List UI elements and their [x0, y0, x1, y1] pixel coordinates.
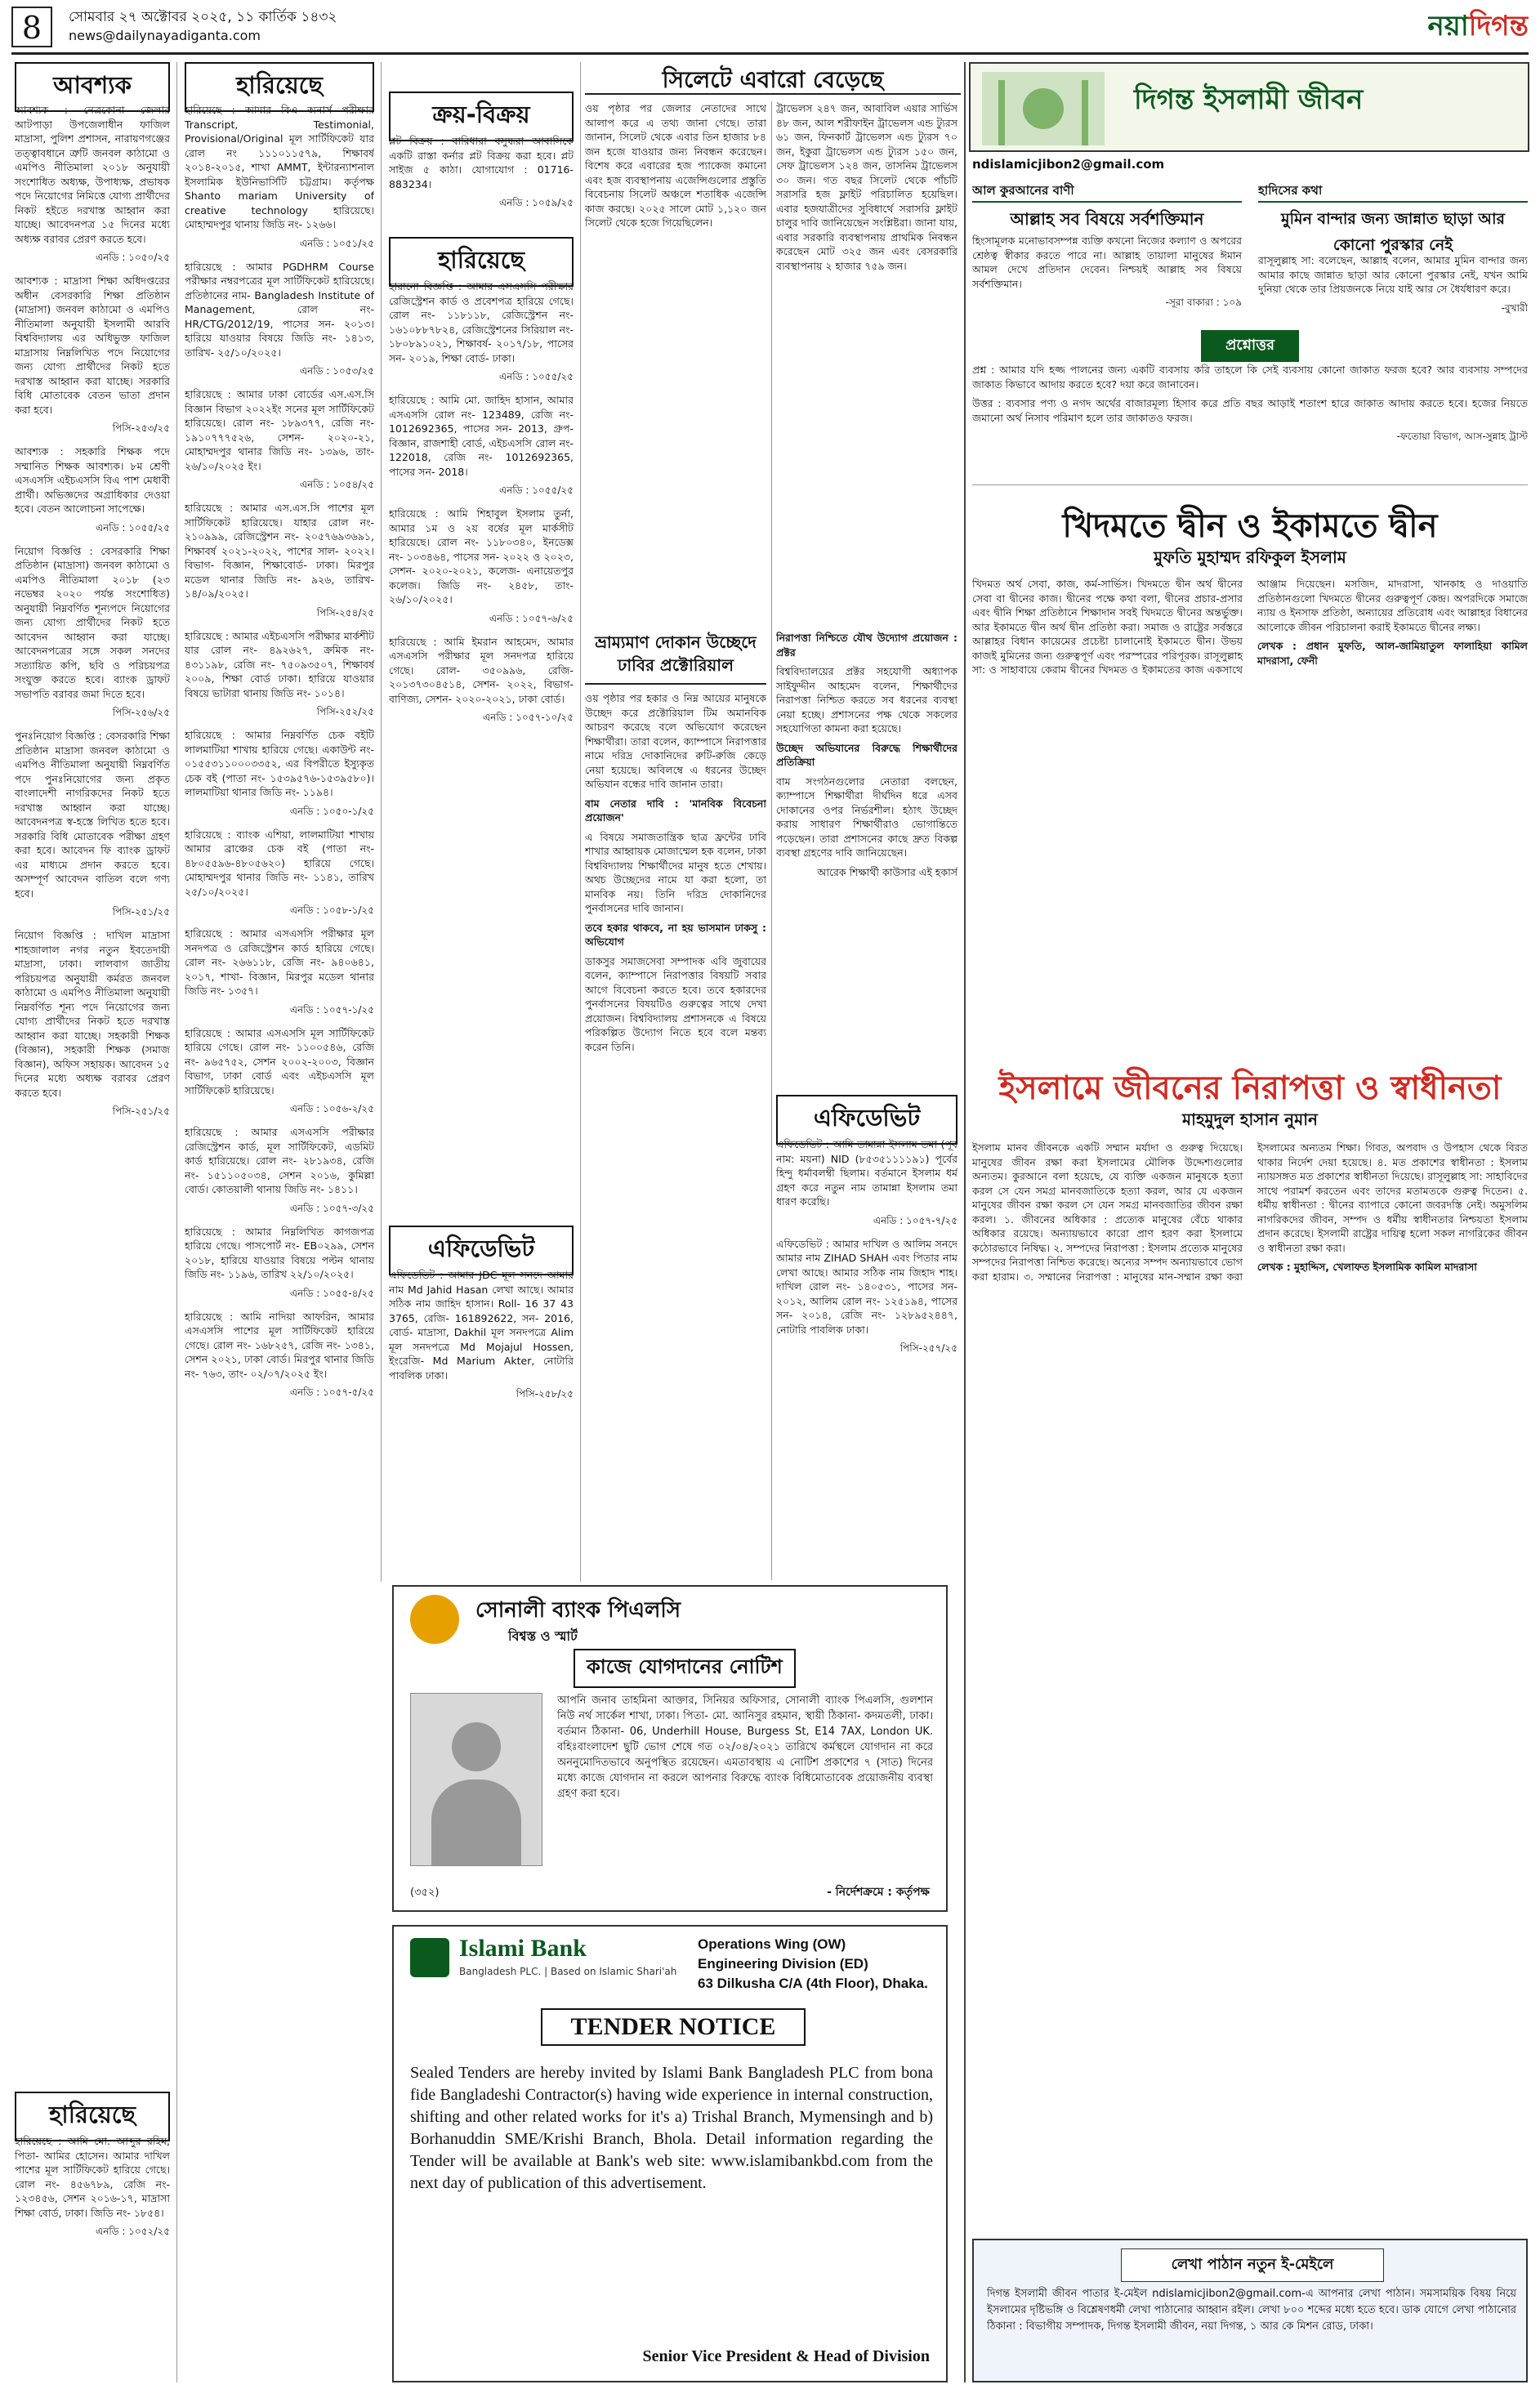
section-affidavit-col5: এফিডেভিট	[776, 1095, 957, 1145]
article1-author: মুফতি মুহাম্মদ রফিকুল ইসলাম	[1154, 547, 1346, 567]
quran-ref: -সূরা বাকারা : ১০৯	[1165, 297, 1242, 308]
c2-item-1: হারিয়েছে : আমার বিএ অনার্স পরীক্ষার Transcript, Testimonial, Provisional/Original মূল সার্টিফিকেট যার রোল নং ১১১০১১৫৭৯, শিক্ষাবর্ষ ২০১৪-২০১৫, শাখা AMMT, ইন্টারন্যাশনাল ইসলামিক ইউনিভার্সিটি চট্টগ্রাম। কর্তৃপক্ষ Shanto mariam University of creative technology হারিয়েছে। মোহাম্মদপুর থানায় জিডি নং- ১২৬৬।	[185, 104, 374, 230]
logo-part-a: নয়া	[1427, 10, 1469, 42]
ad-4-code: পিসি-২৫৬/২৫	[112, 707, 170, 718]
article2-body	[972, 1141, 1528, 2227]
write-to-us-box	[972, 2239, 1528, 2382]
tender-title: TENDER NOTICE	[541, 2008, 806, 2046]
dhabi-sub-4: উচ্ছেদ অভিযানের বিরুদ্ধে শিক্ষার্থীদের প্রতিক্রিয়া	[776, 741, 957, 768]
c2-item-9: হারিয়েছে : আমার এসএসসি মূল সার্টিফিকেট হারিয়ে গেছে। রোল নং- ১১০০৫৪৬, রেজি নং- ৯৬৫৭৫২, সেশন ২০০২-২০০৩, বিজ্ঞান বিভাগ, ঢাকা বোর্ড এবং এইচএসসি মূল সার্টিফিকেট হারিয়েছে।	[185, 1026, 374, 1096]
photo-head	[452, 1722, 501, 1771]
ad-5: পুনঃনিয়োগ বিজ্ঞপ্তি : বেসরকারি শিক্ষা প্রতিষ্ঠান মাদ্রাসা জনবল কাঠামো ও এমপিও নীতিমালা অনুযায়ী নিম্নবর্ণিত পদে পুনঃনিয়োগের জন্য প্রকৃত বাংলাদেশী নাগরিকদের নিকট হতে দরখাস্ত আহ্বান করা যাচ্ছে। আবেদনপত্র স্ব-হস্তে লিখিত হতে হবে। সরকারি বিধি মোতাবেক পরীক্ষা গ্রহণ করা হবে। আবেদন ফি ব্যাংক ড্রাফট এর মাধ্যমে প্রদান করতে হবে। অসম্পূর্ণ আবেদন বাতিল বলে গণ্য হবে।	[15, 730, 170, 900]
sonali-bank-notice	[392, 1585, 948, 1912]
tender-bank-sub: Bangladesh PLC. | Based on Islamic Shari'ah	[459, 1966, 677, 1977]
qa-block	[972, 363, 1528, 485]
hadith-ref: -বুখারী	[1501, 301, 1528, 314]
quran-label: আল কুরআনের বাণী	[972, 183, 1074, 198]
islami-email[interactable]: ndislamicjibon2@gmail.com	[972, 157, 1165, 172]
dhabi-text-2: এ বিষয়ে সমাজতান্ত্রিক ছাত্র ফ্রন্টের ঢাবি শাখার আহ্বায়ক মোজাম্মেল হক বলেন, ঢাকা বিশ্ববিদ্যালয় শিক্ষার্থীদের মানুষ হতে শেখায়। অথচ উচ্ছেদের নামে যা করা হলো, তা মানবিক নয়। তিনি দরিদ্র দোকানিদের পুনর্বাসনের দাবি জানান।	[585, 830, 766, 914]
header-date: সোমবার ২৭ অক্টোবর ২০২৫, ১১ কার্তিক ১৪৩২	[69, 9, 337, 25]
c3-lost-3-code: এনডি : ১০৫৭-৬/২৫	[489, 612, 574, 624]
c2-item-1-code: এনডি : ১০৫১/২৫	[299, 237, 374, 249]
sylhet-text-cont: ট্রাভেলস ২৪৭ জন, আবাবিল এয়ার সার্ভিস ৪৮ জন, আল শরীফাইন ট্রাভেলস এন্ড ট্যুরস ৬১ জন, ফিনকার্ট ট্রাভেলস এন্ড ট্যুরস ৭০ জন, ইকুরা ট্রাভেলস এন্ড ট্যুরস ১৫০ জন, সেফ ট্রাভেলস ১২৪ জন, তাসনিম ট্রাভেলস ৩০ জন। গত বছর সিলেট থেকে পাঁচটি সরাসরি হজ ফ্লাইট পরিচালিত হয়েছিল। এবার হজযাত্রীদের সুবিধার্থে সরাসরি ফ্লাইট চালুর দাবি জানিয়েছেন সংশ্লিষ্টরা। জানা যায়, এবার সরকারি ব্যবস্থাপনায় প্রাথমিক নিবন্ধন করেছেন মোট ৩২৫ জন এবং বেসরকারি ব্যবস্থাপনায় ২ হাজার ৭৫৯ জন।	[776, 102, 957, 272]
c2-item-9-code: এনডি : ১০৫৬-২/২৫	[289, 1103, 374, 1114]
header-email[interactable]: news@dailynayadiganta.com	[69, 28, 261, 43]
qa-answer: উত্তর : ব্যবসার পণ্য ও নগদ অর্থের বাজারমূল্য হিসাব করে প্রতি বছর আড়াই শতাংশ হারে জাকাত আদায় করতে হবে। হজের নিয়তে জমানো অর্থ নিসাব পরিমাণ হলে তার জাকাতও ফরজ।	[972, 397, 1528, 424]
headline-dhabi: ভ্রাম্যমাণ দোকান উচ্ছেদে ঢাবির প্রক্টোরিয়াল	[585, 631, 766, 685]
column-1	[15, 103, 170, 1941]
islami-bank-logo	[410, 1938, 449, 1977]
c3-lost-2-code: এনডি : ১০৫৫/২৫	[498, 485, 574, 496]
hadith-head: মুমিন বান্দার জন্য জান্নাত ছাড়া আর কোনো পুরস্কার নেই	[1281, 210, 1505, 254]
minaret-right	[1082, 80, 1088, 145]
lost-1-code: এনডি : ১০৫২/২৫	[95, 2226, 170, 2237]
c2-item-4-code: পিসি-২৫৪/২৫	[316, 606, 374, 618]
quran-text: হিংসামূলক মনোভাবসম্পন্ন ব্যক্তি কখনো নিজের কল্যাণ ও অপরের শ্রেষ্ঠত্ব স্বীকার করতে পারে না। আল্লাহ তায়ালা মানুষের ঈমান আমল দেখে প্রতিদান দেবেন। নিশ্চয়ই আল্লাহ সব বিষয়ে সর্বশক্তিমান।	[972, 234, 1242, 290]
c5-affidavit-2-code: পিসি-২৫৭/২৫	[899, 1342, 957, 1354]
sylhet-text: ওয় পৃষ্ঠার পর জেলার নেতাদের সাথে আলাপ করে এ তথ্য জানা গেছে। তারা জানান, সিলেট থেকে এবার তিন হাজার ৮৪ জন হজে যাওয়ার জন্য নিবন্ধন করেছেন। বিশেষ করে এবারের হজ প্যাকেজ কমানো এবং হজ ব্যবস্থাপনায় এজেন্সিগুলোর প্রস্তুতি বিবেচনায় সিলেট অঞ্চলে শতাধিক এজেন্সি কাজ করছে। ২০২৫ সালে মোট ১,১২০ জন সিলেট থেকে হজে গিয়েছিলেন।	[585, 102, 766, 229]
qa-ref: -ফতোয়া বিভাগ, আস-সুন্নাহ ট্রাস্ট	[1396, 431, 1528, 442]
c2-item-8: হারিয়েছে : আমার এসএসসি পরীক্ষার মূল সনদপত্র ও রেজিস্ট্রেশন কার্ড হারিয়ে গেছে। রোল নং- ২৬৬১১৮, রেজি নং- ৯৪০৬৪১, ২০১৭, শাখা- বিজ্ঞান, মিরপুর মডেল থানার জিডি নং- ১৩৫৭।	[185, 927, 374, 997]
c2-item-10-code: এনডি : ১০৫৭-৩/২৫	[289, 1202, 374, 1214]
c5-affidavit-1: এফিডেভিট : আমি তামান্না ইসলাম তমা (পূর্ব নাম: ময়না) NID (৮৫৩৫১১১১৯১) পূর্বের হিন্দু ধর্মাবলম্বী ছিলাম। বর্তমানে ইসলাম ধর্ম গ্রহণ করে নতুন নাম তামান্না ইসলাম তমা ধারণ করেছি।	[776, 1138, 957, 1208]
header-rule	[11, 52, 1529, 55]
ad-5-code: পিসি-২৫১/২৫	[112, 906, 170, 918]
article2-text: ইসলাম মানব জীবনকে একটি সম্মান মর্যাদা ও গুরুত্ব দিয়েছে। মানুষের জীবন রক্ষা করা ইসলামের মৌলিক উদ্দেশ্যগুলোর অন্যতম। কুরআনে বলা হয়েছে, যে ব্যক্তি একজন মানুষকে হত্যা করল সে যেন সমগ্র মানবজাতিকে হত্যা করল, আর যে একজন মানুষের জীবন রক্ষা করল সে যেন সমগ্র মানবজাতির জীবন রক্ষা করল। ১. জীবনের অধিকার : প্রত্যেক মানুষের বেঁচে থাকার অধিকার রয়েছে। অন্যায়ভাবে কারো প্রাণ হরণ করা ইসলামে কঠোরভাবে নিষিদ্ধ। ২. সম্পদের নিরাপত্তা : ইসলাম প্রত্যেক মানুষের সম্পদের নিরাপত্তা নিশ্চিত করেছে। অন্যের সম্পদ অন্যায়ভাবে ভোগ করা হারাম। ৩. সম্মানের নিরাপত্তা : মানুষের মান-সম্মান রক্ষা করা ইসলামের অন্যতম শিক্ষা। গিবত, অপবাদ ও উপহাস থেকে বিরত থাকার নির্দেশ দেয়া হয়েছে। ৪. মত প্রকাশের স্বাধীনতা : ইসলাম ন্যায়সঙ্গত মত প্রকাশের স্বাধীনতা দিয়েছে। রাসূলুল্লাহ সা: সাহাবিদের সাথে পরামর্শ করতেন এবং তাদের মতামতকে গুরুত্ব দিতেন। ৫. ধর্মীয় স্বাধীনতা : দ্বীনের ব্যাপারে কোনো জবরদস্তি নেই। অমুসলিম নাগরিকদের জীবন, সম্পদ ও ধর্মীয় স্বাধীনতার নিশ্চয়তা ইসলাম প্রদান করেছে। ইসলামী রাষ্ট্রের দায়িত্ব হলো সকল নাগরিকের জীবন ও স্বাধীনতা রক্ষা করা।	[972, 1141, 1528, 1283]
article2-author: মাহমুদুল হাসান নুমান	[1182, 1110, 1318, 1129]
sale-ad: প্লট বিক্রয় : বারিধারা বসুন্ধরা আবাসিকে একটি রাস্তা কর্নার প্লট বিক্রয় করা হবে। প্লট সাইজ ৫ কাঠা। যোগাযোগ : 01716-883234।	[389, 135, 574, 190]
sonali-subtitle: বিশ্বস্ত ও স্মার্ট	[508, 1628, 578, 1644]
section-aboshyok: আবশ্যক	[15, 62, 170, 112]
tender-signer: Senior Vice President & Head of Division	[642, 2347, 930, 2365]
section-hariyeche-col2: হারিয়েছে	[185, 62, 374, 112]
article2-author-note: লেখক : মুহাদ্দিস, খেলাফত ইসলামিক কামিল মাদরাসা	[1257, 1261, 1477, 1273]
ad-3: আবশ্যক : সহকারি শিক্ষক পদে সম্মানিত শিক্ষক আবশ্যক। ৮ম শ্রেণী এসএসসি এইচএসসি বিএ পাশ মেধাবী প্রার্থী। অভিজ্ঞদের অগ্রাধিকার দেওয়া হবে। বেতন আলোচনা সাপেক্ষে।	[15, 445, 170, 515]
quran-label-bar	[972, 181, 1242, 203]
tender-bank-name: Islami Bank	[459, 1935, 587, 1962]
employee-photo	[410, 1693, 542, 1866]
photo-body	[431, 1780, 521, 1865]
c2-item-7-code: এনডি : ১০৫৮-১/২৫	[289, 904, 374, 916]
mosque-graphic	[982, 72, 1105, 145]
sonali-title: সোনালী ব্যাংক পিএলসি	[475, 1598, 681, 1623]
newspaper-logo	[1428, 5, 1529, 51]
column-3-sale	[389, 134, 574, 224]
section-affidavit-col3: এফিডেভিট	[389, 1226, 574, 1275]
tender-address: 63 Dilkusha C/A (4th Floor), Dhaka.	[698, 1976, 928, 1991]
ad-4: নিয়োগ বিজ্ঞপ্তি : বেসরকারি শিক্ষা প্রতিষ্ঠান (মাদ্রাসা) জনবল কাঠামো ও এমপিও নীতিমালা ২০১৮ (২৩ নভেম্বর ২০২০ পর্যন্ত সংশোধিত) অনুযায়ী নিম্নবর্ণিত শূন্যপদে নিয়োগের জন্য যোগ্য প্রার্থীদের নিকট হতে আবেদন আহ্বান করা যাচ্ছে। আবেদনপত্রের সঙ্গে সকল সনদের সত্যায়িত কপি, ছবি ও পরিচয়পত্র সংযুক্ত করতে হবে। ব্যাংক ড্রাফট সভাপতি বরাবর জমা দিতে হবে।	[15, 544, 170, 700]
section-kroy-bikroy: ক্রয়-বিক্রয়	[389, 92, 574, 141]
tender-wing: Operations Wing (OW)	[698, 1936, 846, 1952]
article1-body	[972, 577, 1528, 1026]
dhabi-sub-3: নিরাপত্তা নিশ্চিতে যৌথ উদ্যোগ প্রয়োজন : প্রক্টর	[776, 632, 957, 659]
c2-item-7: হারিয়েছে : ব্যাংক এশিয়া, লালমাটিয়া শাখায় আমার ব্রাঞ্চের চেক বই (পাতা নং- ৪৮০৫৫৯৬-৪৮০৫৬২০) হারিয়ে গেছে। মোহাম্মদপুর থানার জিডি নং- ১১৪১, তারিখ ২৫/১০/২০২৫।	[185, 828, 374, 898]
c2-item-11: হারিয়েছে : আমার নিম্নলিখিত কাগজপত্র হারিয়ে গেছে। পাসপোর্ট নং- EB০২৯৯, সেশন ২০১৮, হারিয়ে যাওয়ার বিষয়ে পল্টন থানায় জিডি নং- ১১৯৬, তারিখ ২২/১০/২০২৫।	[185, 1225, 374, 1280]
tender-notice	[392, 1925, 948, 2382]
lost-1: হারিয়েছে : আমি মো. আব্দুর রহিম, পিতা- আমির হোসেন। আমার দাখিল পাশের মূল সার্টিফিকেট হারিয়ে গেছে। রোল নং- ৪৫৬৭৮৯, রেজি নং- ১২৩৪৫৬, সেশন ২০১৬-১৭, মাদ্রাসা শিক্ষা বোর্ড, ঢাকা। জিডি নং- ১৮৫৪।	[15, 2135, 170, 2219]
sonali-footer: - নির্দেশক্রমে : কর্তৃপক্ষ	[827, 1886, 930, 1899]
c2-item-5: হারিয়েছে : আমার এইচএসসি পরীক্ষার মার্কশীট যার রোল নং- ৪৯২৬২৭, ক্রমিক নং- ৪৩১১৯৮, রেজি নং- ৭৫০৯৩৫০৭, শিক্ষাবর্ষ ২০০৯, শিক্ষা বোর্ড ঢাকা। হারিয়ে যাওয়ার বিষয়ে ভাটারা থানায় জিডি নং- ১০১৪।	[185, 629, 374, 699]
page-number: 8	[11, 7, 52, 47]
hadith-label-bar	[1258, 181, 1528, 203]
c3-lost-3: হারিয়েছে : আমি শিহাবুল ইসলাম তুর্না, আমার ১ম ও ২য় বর্ষের মূল মার্কসীট হারিয়েছে। রোল নং- ১১৮০৩৪০, ইনডেক্স নং- ১০৩৪৬৪, পাসের সন- ২০২২ ও ২০২৩, সেশন- ২০২০-২০২১, কলেজ- এনায়েতপুর কলেজ। জিডি নং- ২৪৫৮, তাং- ২৬/১০/২০২৫।	[389, 507, 574, 605]
column-5-dhabi	[776, 631, 957, 1088]
tender-body: Sealed Tenders are hereby invited by Islami Bank Bangladesh PLC from bona fide Bangladeshi Contractor(s) having wide experience in internal construction, shifting and other related works for it's a) Trishal Branch, Mymensingh and b) Borhanuddin SME/Krishi Branch, Bhola. Detail information regarding the Tender will be available at Bank's web site: www.islamibankbd.com from the next day of publication of this advertisement.	[410, 2064, 933, 2192]
islami-jibon-title: দিগন্ত ইসলামী জীবন	[1134, 83, 1364, 116]
c3-affidavit-1: এফিডেভিট : আমার JDC মূল সনদে আমার নাম Md Jahid Hasan লেখা আছে। আমার সঠিক নাম জাহিদ হাসান। Roll- 16 37 43 3765, রেজি- 161892622, সন- 2016, বোর্ড- মাদ্রাসা, Dakhil মূল সনদপত্রে Alim মূল সনদপত্রে Md Mojajul Hossen, ইংরেজি- Md Marium Akter, নোটারি পাবলিক ঢাকা।	[389, 1269, 574, 1382]
dhabi-text-3: ডাকসুর সমাজসেবা সম্পাদক এবি জুবায়ের বলেন, ক্যাম্পাসে নিরাপত্তার বিষয়টি সবার আগে বিবেচনা করতে হবে। তবে হকারদের পুনর্বাসনের বিষয়টিও গুরুত্বের সাথে দেখা প্রয়োজন। বিশ্ববিদ্যালয় প্রশাসনকে এ বিষয়ে পরিকল্পিত উদ্যোগ নিতে হবে বলে মন্তব্য করেন তিনি।	[585, 954, 766, 1053]
c3-lost-1: হারানো বিজ্ঞপ্তি : আমার এসএসসি পরীক্ষার রেজিস্ট্রেশন কার্ড ও প্রবেশপত্র হারিয়ে গেছে। রোল নং- ১১৮১১৮, রেজিস্ট্রেশন নং- ১৬১০৮৮৭৮২৪, রেজিস্ট্রেশনের সিরিয়াল নং- ১৮০৮৯১০২১, শিক্ষাবর্ষ- ২০১৭/১৮, পাসের সন- ২০১৯, শিক্ষা বোর্ড- ঢাকা।	[389, 280, 574, 364]
c2-item-2-code: এনডি : ১০৫৩/২৫	[299, 365, 374, 377]
c2-item-10: হারিয়েছে : আমার এসএসসি পরীক্ষার রেজিস্ট্রেশন কার্ড, মূল সার্টিফিকেট, এডমিট কার্ড হারিয়েছে। রোল নং- ২৮১৯৩৪, রেজি নং- ১৫১১০৫০৩৪, সেশন ২০১৬, কুমিল্লা বোর্ড। কোতয়ালী থানায় জিডি নং- ১৪১১।	[185, 1126, 374, 1195]
sonali-bank-logo	[410, 1595, 459, 1644]
ad-3-code: এনডি : ১০৫৫/২৫	[95, 521, 170, 534]
sonali-code: (৩৫২)	[410, 1887, 440, 1899]
ad-6-code: পিসি-২৫১/২৫	[112, 1105, 170, 1117]
c2-item-4: হারিয়েছে : আমার এস.এস.সি পাশের মূল সার্টিফিকেট হারিয়েছে। যাহার রোল নং- ২১০৯৯৯, রেজিস্ট্রেশন নং- ২০৫৭৬৯৩৬৯১, শিক্ষাবর্ষ ২০২১-২০২২, পাশের সাল- ২০২২। বিভাগ- বিজ্ঞান, শিক্ষাবোর্ড- ঢাকা। মিরপুর মডেল থানার জিডি নং- ৯২৬, তারিখ- ১৪/০৯/২০২৫।	[185, 502, 374, 600]
divider-col4	[771, 101, 772, 1580]
divider-col1	[176, 62, 177, 2382]
dhabi-text: ওয় পৃষ্ঠার পর হকার ও নিম্ন আয়ের মানুষকে উচ্ছেদ করে প্রক্টোরিয়াল টিম অমানবিক আচরণ করেছে বলে অভিযোগ করেছেন শিক্ষার্থীরা। তারা বলেন, ক্যাম্পাসে নিরাপত্তার নামে দরিদ্র দোকানিদের রুটি-রুজি কেড়ে নেয়া হয়েছে। অবিলম্বে এ ধরনের উচ্ছেদ অভিযান বন্ধের দাবি জানান তারা।	[585, 692, 766, 790]
headline-sylhet: সিলেটে এবারো বেড়েছে	[585, 62, 961, 95]
section-hariyeche-col1: হারিয়েছে	[15, 2092, 170, 2141]
hadith-block	[1258, 253, 1528, 327]
section-hariyeche-col3: হারিয়েছে	[389, 237, 574, 287]
islami-jibon-band	[969, 62, 1529, 152]
ad-2: আবশ্যক : মাদ্রাসা শিক্ষা অধিদপ্তরের অধীন বেসরকারি শিক্ষা প্রতিষ্ঠান (মাদ্রাসা) জনবল কাঠামো ও এমপিও নীতিমালা অনুযায়ী ইসলামী আরবি বিশ্ববিদ্যালয় এর অধিভুক্ত ফাজিল মাদ্রাসায় নিম্নলিখিত পদে নিয়োগের জন্য যোগ্য প্রার্থীদের নিকট হতে দরখাস্ত আহ্বান করা যাচ্ছে। সরকারি বিধি মোতাবেক বেতন ভাতা প্রদান করা হবে।	[15, 275, 170, 416]
column-4-top	[585, 101, 766, 624]
c5-affidavit-2: এফিডেভিট : আমার দাখিল ও আলিম সনদে আমার নাম ZIHAD SHAH এবং পিতার নাম লেখা আছে। আমার সঠিক নাম জিহাদ শাহ। দাখিল রোল নং- ১৪০৫৩১, পাসের সন- ২০১২, আলিম রোল নং- ১২৫১৯৪, পাসের সন- ২০১৪, রেজি নং- ১২৮৯৫২৪৪৭, নোটারি পাবলিক ঢাকা।	[776, 1237, 957, 1336]
ad-6: নিয়োগ বিজ্ঞপ্তি : দাখিল মাদ্রাসা শাহজালাল নগর নতুন ইবতেদায়ী মাদ্রাসা, ঢাকা। লালবাগ জাতীয় পরিচয়পত্র অনুযায়ী কর্মরত জনবল কাঠামো ও এমপিও নীতিমালা অনুযায়ী নিম্নবর্ণিত শূন্য পদে নিয়োগের জন্য যোগ্য প্রার্থীদের নিকট হতে দরখাস্ত আহ্বান করা যাচ্ছে। সহকারী শিক্ষক (বিজ্ঞান), সহকারী শিক্ষক (সমাজ বিজ্ঞান), অফিস সহায়ক। আবেদন ১৫ দিনের মধ্যে অধ্যক্ষ বরাবর প্রেরণ করতে হবে।	[15, 929, 170, 1099]
c2-item-2: হারিয়েছে : আমার PGDHRM Course পরীক্ষার নম্বরপত্রের মূল সার্টিফিকেট হারিয়েছে। প্রতিষ্ঠানের নাম- Bangladesh Institute of Management, রোল নং- HR/CTG/2012/19, পাসের সন- ২০১৩। হারিয়ে যাওয়ার বিষয়ে জিডি নং- ১৪১৩, তারিখ- ২৫/১০/২০২৫।	[185, 260, 374, 359]
divider-col3	[580, 62, 581, 1582]
c3-lost-4: হারিয়েছে : আমি ইমরান আহমেদ, আমার এসএসসি পরীক্ষার মূল সনদপত্র হারিয়ে গেছে। রোল- ৩৫০৯৯৬, রেজি- ২০১৩৭৩০৪৫১৪, সেশন- ২০২২, বিভাগ- বাণিজ্য, সেশন- ২০২০-২০২১, ঢাকা বোর্ড।	[389, 635, 574, 705]
dhabi-sub-2: তবে হকার থাকবে, না হয় ভাসমান ঢাকসু : অভিযোগ	[585, 921, 766, 948]
logo-part-b: দিগন্ত	[1468, 10, 1529, 42]
sonali-notice-title: কাজে যোগদানের নোটিশ	[574, 1649, 796, 1688]
dhabi-text-4: বিশ্ববিদ্যালয়ের প্রক্টর সহযোগী অধ্যাপক সাইফুদ্দীন আহমেদ বলেন, শিক্ষার্থীদের নিরাপত্তা নিশ্চিত করতে সব ধরনের ব্যবস্থা নেয়া হচ্ছে। প্রশাসনের পক্ষ থেকে সকলের সহযোগিতা কামনা করা হয়েছে।	[776, 665, 957, 735]
tender-division: Engineering Division (ED)	[698, 1956, 868, 1972]
article1-text: খিদমত অর্থ সেবা, কাজ, কর্ম-সার্ভিস। খিদমতে দ্বীন অর্থ দ্বীনের সেবা বা দ্বীনের কাজ। দ্বীনের পক্ষে কথা বলা, দ্বীনের প্রচার-প্রসার এবং দ্বীনি শিক্ষা প্রতিষ্ঠানে শিক্ষাদান সবই খিদমতে দ্বীনের অন্তর্ভুক্ত। আর ইকামতে দ্বীন অর্থ দ্বীন প্রতিষ্ঠা করা। সমাজ ও রাষ্ট্রের সর্বস্তরে আল্লাহর বিধান কায়েমের প্রচেষ্টা চালানোই ইকামতে দ্বীন। উভয় কাজই মুমিনের জন্য গুরুত্বপূর্ণ এবং পরস্পরের পরিপূরক। রাসূলুল্লাহ সা: ও সাহাবায়ে কেরাম দ্বীনের খিদমত ও ইকামতের কাজ একসাথে আঞ্জাম দিয়েছেন। মসজিদ, মাদরাসা, খানকাহ ও দাওয়াতি প্রতিষ্ঠানগুলো খিদমতে দ্বীনের গুরুত্বপূর্ণ কেন্দ্র। অপরদিকে সমাজে ন্যায় ও ইনসাফ প্রতিষ্ঠা, অন্যায়ের প্রতিরোধ এবং আল্লাহর বিধানের আলোকে জীবন পরিচালনা করাই ইকামতে দ্বীনের লক্ষ্য।	[972, 578, 1528, 676]
c2-item-6-code: এনডি : ১০৫০-১/২৫	[289, 805, 374, 817]
ad-2-code: পিসি-২৫৩/২৫	[112, 422, 170, 434]
ad-1: আবশ্যক : নেত্রকোনা জেলার আটপাড়া উপজেলাধীন ফাজিল মাদ্রাসা, পুলিশ প্রশাসন, নারায়ণগঞ্জের তত্ত্বাবধানে ত্রুটি জনবল কাঠামো ও এমপিও নীতিমালা ২০১৮ অনুযায়ী সংশোধিত অধ্যক্ষ, উপাধ্যক্ষ, প্রভাষক পদে নিয়োগের নিমিত্তে যোগ্য প্রার্থীদের নিকট হইতে দরখাস্ত আহ্বান করা যাচ্ছে। আবেদনপত্র ১৫ দিনের মধ্যে অধ্যক্ষ বরাবর প্রেরণ করতে হবে।	[15, 104, 170, 245]
c2-item-6: হারিয়েছে : আমার নিম্নবর্ণিত চেক বইটি লালমাটিয়া শাখায় হারিয়ে গেছে। একাউন্ট নং- ০১৫৫৩১১০০০৩৩৫২, এর বিপরীতে ইস্যুকৃত চেক বই (পাতা নং- ১৫৩৯৫৭৬-১৫৩৯৫৮০)। লালমাটিয়া থানার জিডি নং- ১১৯৪।	[185, 729, 374, 798]
quran-block	[972, 234, 1242, 324]
c2-item-12: হারিয়েছে : আমি নাদিয়া আফরিন, আমার এসএসসি পাশের মূল সার্টিফিকেট হারিয়ে গেছে। রোল নং- ১৬৮২৫৭, রেজি নং- ১৩৪১, সেশন ২০২১, ঢাকা বোর্ড। মিরপুর থানার জিডি নং- ৭৬৩, তাং- ০২/০৭/২০২৫ ইং।	[185, 1310, 374, 1380]
c3-affidavit-1-code: পিসি-২৫৮/২৫	[516, 1388, 574, 1400]
c2-item-5-code: পিসি-২৫২/২৫	[316, 706, 374, 717]
column-4-dhabi	[585, 691, 766, 1574]
hadith-label: হাদিসের কথা	[1258, 183, 1323, 198]
column-3-affidavit	[389, 1268, 574, 1570]
article1-author-note: লেখক : প্রধান মুফতি, আল-জামিয়াতুল ফালাহিয়া কামিল মাদরাসা, ফেনী	[1257, 640, 1528, 667]
column-5-affidavit	[776, 1137, 957, 1579]
sonali-body: আপনি জনাব তাহমিনা আক্তার, সিনিয়র অফিসার, সোনালী ব্যাংক পিএলসি, গুলশান নিউ নর্থ সার্কেল শাখা, ঢাকা। পিতা- মো. আনিসুর রহমান, স্থায়ী ঠিকানা- কদমতলী, ঢাকা। বর্তমান ঠিকানা- 06, Underhill House, Burgess St, E14 7AX, London UK. বহিঃবাংলাদেশ ছুটি ভোগ শেষে গত ০২/০৪/২০২১ তারিখে কর্মস্থলে যোগদান না করে অননুমোদিতভাবে অনুপস্থিত রয়েছেন। এমতাবস্থায় এ নোটিশ প্রকাশের ৭ (সাত) দিনের মধ্যে কাজে যোগদান না করলে আপনার বিরুদ্ধে ব্যাংক বিধিমোতাবেক প্রয়োজনীয় ব্যবস্থা গ্রহণ করা হবে।	[557, 1695, 933, 1800]
c2-item-3-code: এনডি : ১০৫৪/২৫	[299, 479, 374, 490]
write-title: লেখা পাঠান নতুন ই-মেইলে	[1121, 2248, 1384, 2282]
minaret-left	[998, 80, 1005, 145]
dhabi-text-5: বাম সংগঠনগুলোর নেতারা বলছেন, ক্যাম্পাসে শিক্ষার্থীরা দীর্ঘদিন ধরে এসব দোকানের ওপর নির্ভরশীল। হঠাৎ উচ্ছেদ করায় সাধারণ শিক্ষার্থীরাও ভোগান্তিতে পড়েছেন। তারা প্রশাসনের কাছে দ্রুত বিকল্প ব্যবস্থা গ্রহণের দাবি জানিয়েছেন।	[776, 775, 957, 859]
article2-head: ইসলামে জীবনের নিরাপত্তা ও স্বাধীনতা	[998, 1069, 1502, 1107]
c2-item-12-code: এনডি : ১০৫৭-৫/২৫	[289, 1387, 374, 1398]
c3-lost-4-code: এনডি : ১০৫৭-১০/২৫	[483, 712, 574, 723]
quran-head: আল্লাহ সব বিষয়ে সর্বশক্তিমান	[1010, 209, 1204, 229]
ad-1-code: এনডি : ১০৫০/২৫	[95, 252, 170, 263]
column-3-lost	[389, 279, 574, 1154]
divider-col2	[381, 62, 382, 1582]
article1-head: খিদমতে দ্বীন ও ইকামতে দ্বীন	[1062, 507, 1438, 545]
c2-item-11-code: এনডি : ১০৫৫-৪/২৫	[289, 1287, 374, 1299]
c2-item-8-code: এনডি : ১০৫৭-১/২৫	[289, 1003, 374, 1016]
c2-item-3: হারিয়েছে : আমার ঢাকা বোর্ডের এস.এস.সি বিজ্ঞান বিভাগ ২০২২ইং সনের মূল সার্টিফিকেট হারিয়েছে। রোল নং- ১৮৯৩৭৭, রেজি নং- ১৯১০৭৭৭৫২৬, সেশন- ২০২০-২১, মোহাম্মদপুর থানার জিডি নং- ১৩৯৬, তাং- ২৬/১০/২০২৫ ইং।	[185, 388, 374, 472]
dhabi-tail: আরেক শিক্ষার্থী কাউসার এই হকার্স	[817, 865, 957, 878]
column-1-lost	[15, 2134, 170, 2379]
divider-islami	[964, 62, 966, 2382]
sale-ad-code: এনডি : ১০৫৯/২৫	[498, 197, 574, 208]
column-5-top	[776, 101, 957, 624]
qa-title: প্রশ্নোত্তর	[1201, 330, 1299, 362]
qa-question: প্রশ্ন : আমার যদি হজ্জ পালনের জন্য একটি ব্যবসায় করি তাহলে কি সেই ব্যবসায় কোনো জাকাত ফরজ হবে? আর ব্যবসায় সম্পদের জাকাত কিভাবে আদায় করতে হবে? দয়া করে জানাবেন।	[972, 364, 1528, 391]
dhabi-sub-1: বাম নেতার দাবি : 'মানবিক বিবেচনা প্রয়োজন'	[585, 797, 766, 824]
column-2	[185, 103, 374, 2382]
c5-affidavit-1-code: এনডি : ১০৫৭-৭/২৫	[873, 1214, 957, 1226]
write-text: দিগন্ত ইসলামী জীবন পাতার ই-মেইল ndislamicjibon2@gmail.com-এ আপনার লেখা পাঠান। সমসাময়িক বিষয় নিয়ে ইসলামের দৃষ্টিভঙ্গি ও বিশ্লেষণধর্মী লেখা পাঠানোর আহ্বান রইল। লেখা ৮০০ শব্দের মধ্যে হতে হবে। ডাক যোগে লেখা পাঠানোর ঠিকানা : বিভাগীয় সম্পাদক, দিগন্ত ইসলামী জীবন, নয়া দিগন্ত, ১ আর কে মিশন রোড, ঢাকা।	[987, 2288, 1516, 2333]
c3-lost-1-code: এনডি : ১০৫৫/২৫	[498, 371, 574, 382]
mosque-dome	[1023, 88, 1064, 129]
hadith-text: রাসূলুল্লাহ সা: বলেছেন, আল্লাহ বলেন, আমার মুমিন বান্দার জন্য আমার কাছে জান্নাত ছাড়া আর কোনো পুরস্কার নেই, যখন আমি দুনিয়া থেকে তার প্রিয়জনকে নিয়ে যাই আর সে ধৈর্যধারণ করে।	[1258, 254, 1528, 295]
c3-lost-2: হারিয়েছে : আমি মো. জাহিদ হাসান, আমার এসএসসি রোল নং- 123489, রেজি নং- 1012692365, পাসের সন- 2013, গ্রুপ- বিজ্ঞান, রাজশাহী বোর্ড, এইচএসসি রোল নং- 122018, রেজি নং- 1012692365, পাসের সন- 2018।	[389, 394, 574, 478]
